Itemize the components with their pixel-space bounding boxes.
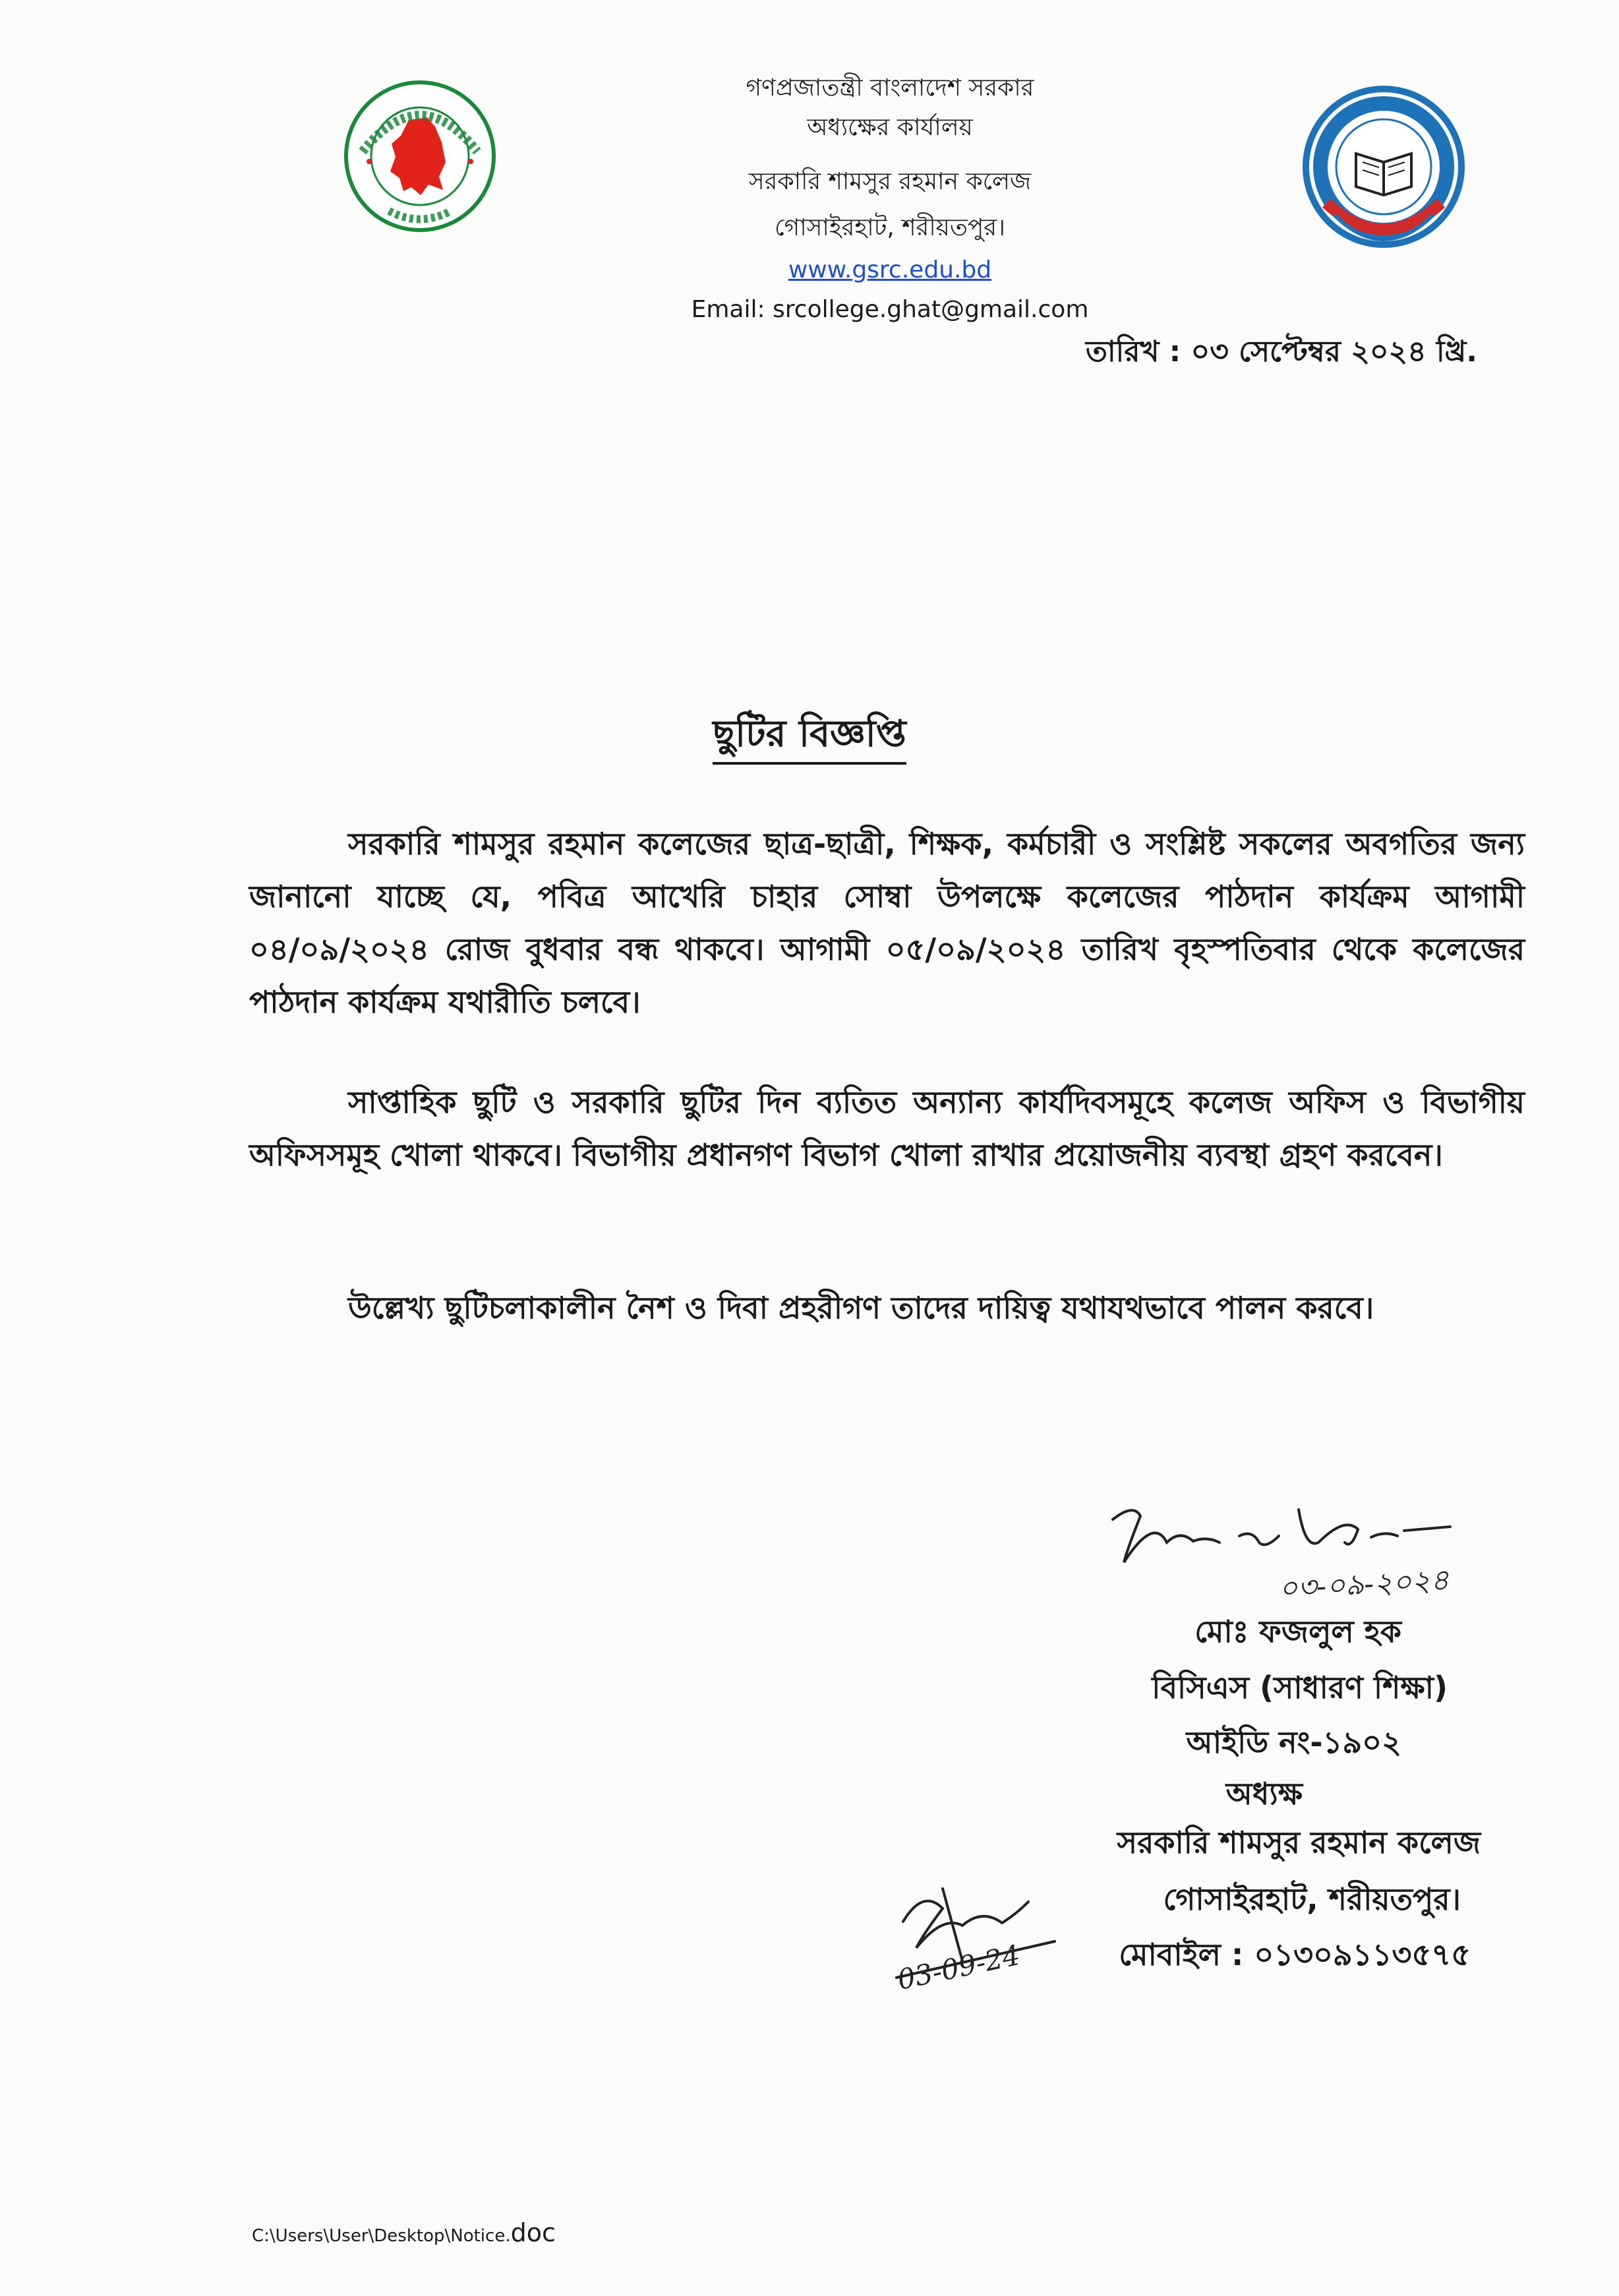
college-location: গোসাইরহাট, শরীয়তপুর। bbox=[1163, 1881, 1461, 1917]
government-seal-icon bbox=[343, 79, 498, 234]
college-name: সরকারি শামসুর রহমান কলেজ bbox=[1117, 1825, 1481, 1860]
notice-title: ছুটির বিজ্ঞপ্তি bbox=[713, 713, 906, 765]
header-website-wrap bbox=[593, 250, 1187, 290]
file-extension: doc bbox=[510, 2218, 556, 2247]
file-path bbox=[252, 2218, 556, 2247]
principal-designation: বিসিএস (সাধারণ শিক্ষা) bbox=[1152, 1670, 1448, 1705]
paragraph-3: উল্লেখ্য ছুটিচলাকালীন নৈশ ও দিবা প্রহরীগণ তাদের দায়িত্ব যথাযথভাবে পালন করবে। bbox=[348, 1290, 1374, 1326]
header-office: অধ্যক্ষের কার্যালয় bbox=[807, 114, 973, 141]
paragraph-2: সাপ্তাহিক ছুটি ও সরকারি ছুটির দিন ব্যতিত অন্যান্য কার্যদিবসমূহে কলেজ অফিস ও বিভাগীয় অফিসসমূহ খোলা থাকবে। বিভাগীয় প্রধানগণ বিভাগ খোলা রাখার প্রয়োজনীয় ব্যবস্থা গ্রহণ করবেন। bbox=[249, 1084, 1525, 1173]
initial-date: 03-09-24 bbox=[894, 1938, 1023, 1997]
header-college: সরকারি শামসুর রহমান কলেজ bbox=[748, 168, 1032, 195]
header-location: গোসাইরহাট, শরীয়তপুর। bbox=[775, 214, 1005, 241]
principal-role: অধ্যক্ষ bbox=[1225, 1776, 1303, 1811]
college-logo-icon bbox=[1293, 78, 1475, 262]
principal-name: মোঃ ফজলুল হক bbox=[1194, 1614, 1401, 1649]
notice-date: তারিখ : ০৩ সেপ্টেম্বর ২০২৪ খ্রি. bbox=[1085, 335, 1477, 368]
paragraph-1: সরকারি শামসুর রহমান কলেজের ছাত্র-ছাত্রী, শিক্ষক, কর্মচারী ও সংশ্লিষ্ট সকলের অবগতির জন্য জানানো যাচ্ছে যে, পবিত্র আখেরি চাহার সোম্বা উপলক্ষে কলেজের পাঠদান কার্যক্রম আগামী ০৪/০৯/২০২৪ রোজ বুধবার বন্ধ থাকবে। আগামী ০৫/০৯/২০২৪ তারিখ বৃহস্পতিবার থেকে কলেজের পাঠদান কার্যক্রম যথারীতি চলবে। bbox=[249, 826, 1525, 1020]
header-email: Email: srcollege.ghat@gmail.com bbox=[691, 296, 1089, 323]
file-path-text: C:\Users\User\Desktop\Notice. bbox=[252, 2226, 511, 2246]
signature-date: ০৩-০৯-২০২৪ bbox=[1278, 1563, 1450, 1606]
principal-mobile: মোবাইল : ০১৩০৯১১৩৫৭৫ bbox=[1119, 1937, 1471, 1972]
principal-id: আইডি নং-১৯০২ bbox=[1186, 1724, 1401, 1760]
website-link[interactable]: www.gsrc.edu.bd bbox=[788, 256, 992, 283]
notice-title-wrap bbox=[0, 705, 1619, 767]
header-government: গণপ্রজাতন্ত্রী বাংলাদেশ সরকার bbox=[746, 74, 1034, 102]
